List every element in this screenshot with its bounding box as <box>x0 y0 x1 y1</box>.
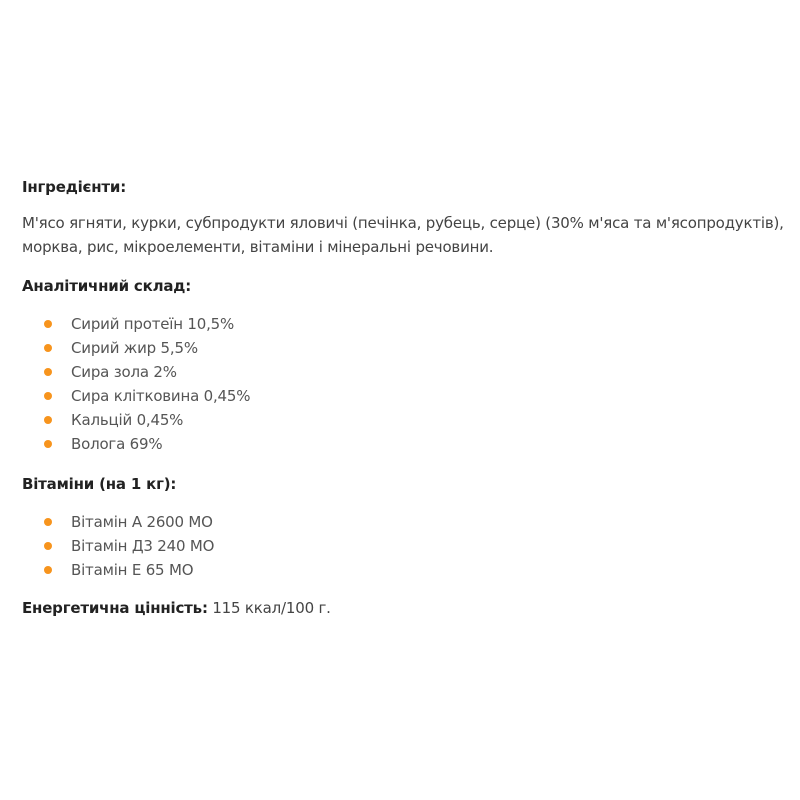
list-item-text: Вітамін Е 65 МО <box>71 561 194 579</box>
list-item-text: Сира клітковина 0,45% <box>71 387 251 405</box>
list-item-text: Вітамін Д3 240 МО <box>71 537 215 555</box>
product-description <box>22 175 800 620</box>
energy-value: 115 ккал/100 г. <box>212 599 331 617</box>
list-item <box>22 336 800 360</box>
bullet-dot-icon <box>44 566 52 574</box>
list-item-text: Вітамін А 2600 МО <box>71 513 213 531</box>
list-item <box>22 408 800 432</box>
bullet-dot-icon <box>44 320 52 328</box>
list-item-text: Волога 69% <box>71 435 163 453</box>
list-item <box>22 384 800 408</box>
bullet-dot-icon <box>44 368 52 376</box>
list-item-text: Кальцій 0,45% <box>71 411 184 429</box>
vitamins-heading: Вітаміни (на 1 кг): <box>22 475 177 493</box>
list-item <box>22 534 800 558</box>
bullet-dot-icon <box>44 344 52 352</box>
analytic-heading: Аналітичний склад: <box>22 277 192 295</box>
bullet-dot-icon <box>44 542 52 550</box>
list-item-text: Сирий протеїн 10,5% <box>71 315 235 333</box>
bullet-dot-icon <box>44 392 52 400</box>
list-item <box>22 432 800 456</box>
energy-label: Енергетична цінність: <box>22 599 208 617</box>
analytic-list <box>22 312 800 456</box>
list-item-text: Сира зола 2% <box>71 363 177 381</box>
ingredients-line-2: морква, рис, мікроелементи, вітаміни і мінеральні речовини. <box>22 238 494 256</box>
ingredients-text <box>22 211 800 259</box>
bullet-dot-icon <box>44 518 52 526</box>
list-item <box>22 510 800 534</box>
list-item-text: Сирий жир 5,5% <box>71 339 198 357</box>
ingredients-heading: Інгредієнти: <box>22 178 127 196</box>
list-item <box>22 558 800 582</box>
bullet-dot-icon <box>44 416 52 424</box>
list-item <box>22 360 800 384</box>
energy-value-line <box>22 596 800 620</box>
ingredients-line-1: М'ясо ягняти, курки, субпродукти яловичі (печінка, рубець, серце) (30% м'яса та м'ясопродуктів), <box>22 214 784 232</box>
vitamins-list <box>22 510 800 582</box>
bullet-dot-icon <box>44 440 52 448</box>
list-item <box>22 312 800 336</box>
